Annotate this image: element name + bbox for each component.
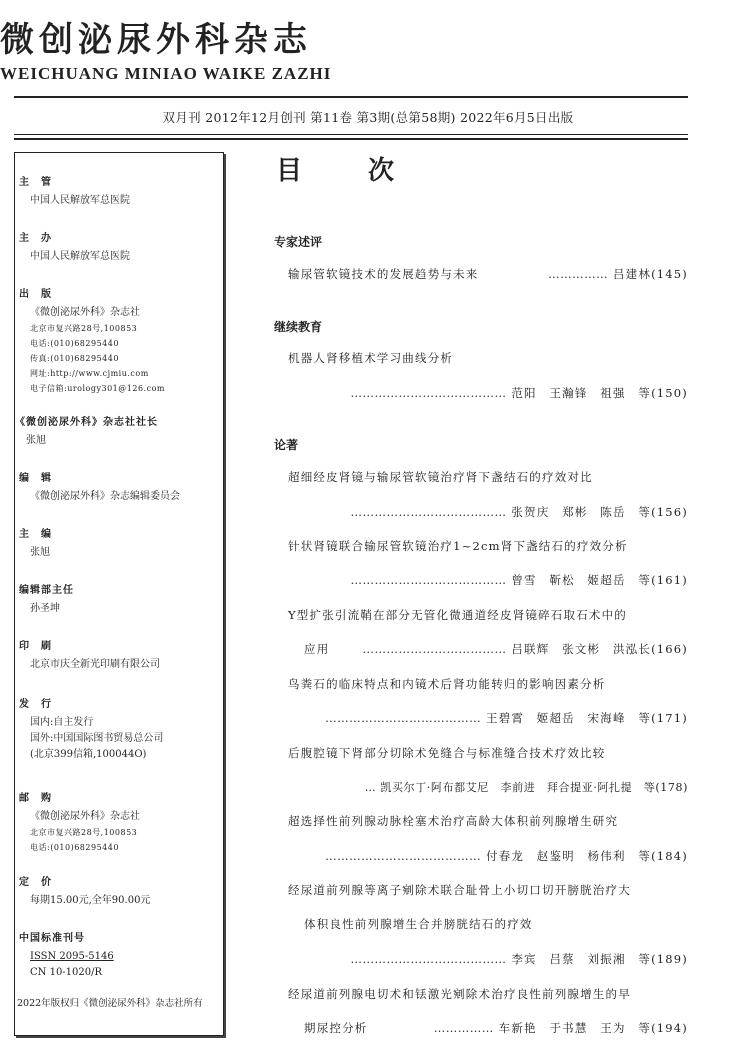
toc-entry-meta[interactable] bbox=[325, 710, 688, 726]
sidebar-heading: 主 办 bbox=[19, 233, 52, 244]
sidebar-line: 网址:http://www.cjmiu.com bbox=[30, 369, 149, 378]
toc-entry-title[interactable]: 超选择性前列腺动脉栓塞术治疗高龄大体积前列腺增生研究 bbox=[288, 814, 619, 828]
toc-authors: 付春龙 赵鉴明 杨伟利 等 bbox=[485, 849, 652, 863]
section-heading: 专家述评 bbox=[274, 235, 323, 249]
sidebar-line: 电话:(010)68295440 bbox=[30, 339, 119, 348]
sidebar-heading: 中国标准刊号 bbox=[19, 933, 85, 944]
toc-entry-title[interactable]: 经尿道前列腺电切术和铥激光剜除术治疗良性前列腺增生的早 bbox=[288, 987, 631, 1001]
sidebar-section-kanhao bbox=[19, 929, 219, 981]
sidebar-section-zhuban bbox=[19, 229, 219, 265]
sidebar-line: 国外:中国国际图书贸易总公司 bbox=[30, 733, 164, 744]
toc-page: (145) bbox=[651, 267, 688, 281]
sidebar-line: 电话:(010)68295440 bbox=[30, 843, 119, 852]
toc-authors: 吕联辉 张文彬 洪泓长 bbox=[511, 642, 652, 656]
sidebar-line: 《微创泌尿外科》杂志编辑委员会 bbox=[30, 491, 180, 502]
sidebar-heading: 邮 购 bbox=[19, 793, 52, 804]
toc-entry-title-cont[interactable]: 应用 bbox=[304, 642, 330, 656]
leader-dots: ……………………………… bbox=[362, 642, 507, 656]
sidebar-section-bianji bbox=[19, 469, 219, 505]
leader-dots: ………………………………… bbox=[350, 952, 507, 966]
divider bbox=[14, 96, 688, 98]
toc-entry-meta[interactable] bbox=[363, 641, 689, 657]
sidebar-line: 北京市复兴路28号,100853 bbox=[30, 324, 138, 333]
sidebar-line: 北京市复兴路28号,100853 bbox=[30, 828, 138, 837]
sidebar-section-bianjibu bbox=[19, 581, 219, 617]
journal-title-en: WEICHUANG MINIAO WAIKE ZAZHI bbox=[0, 64, 332, 83]
sidebar-section-yinshua bbox=[19, 637, 219, 673]
toc-entry-meta[interactable] bbox=[548, 266, 688, 282]
sidebar-line: 中国人民解放军总医院 bbox=[30, 251, 130, 262]
toc-page: (156) bbox=[651, 505, 688, 519]
toc-authors: 王碧霄 姬超岳 宋海峰 等 bbox=[485, 711, 652, 725]
sidebar-line: 传真:(010)68295440 bbox=[30, 354, 119, 363]
sidebar-line: 孙圣坤 bbox=[30, 603, 60, 614]
sidebar-section-dingjia bbox=[19, 873, 219, 909]
sidebar-heading: 定 价 bbox=[19, 877, 52, 888]
toc-entry-meta[interactable] bbox=[351, 951, 689, 967]
toc-page: (189) bbox=[651, 952, 688, 966]
toc-page: (166) bbox=[651, 642, 688, 656]
section-heading: 论著 bbox=[274, 438, 299, 452]
toc-page: (194) bbox=[651, 1021, 688, 1035]
sidebar-heading: 主 编 bbox=[19, 529, 52, 540]
toc-authors: 吕建林 bbox=[612, 267, 652, 281]
sidebar-section-zhuguan bbox=[19, 173, 219, 209]
cn-number: CN 10-1020/R bbox=[30, 967, 103, 978]
sidebar-heading: 编辑部主任 bbox=[19, 585, 74, 596]
sidebar-line: 每期15.00元,全年90.00元 bbox=[30, 895, 151, 906]
journal-title-cn: 微创泌尿外科杂志 bbox=[0, 20, 312, 60]
leader-dots: ………………………………… bbox=[325, 711, 482, 725]
toc-authors: 范阳 王瀚锋 祖强 等 bbox=[511, 386, 652, 400]
toc-authors: 车新艳 于书慧 王为 等 bbox=[498, 1021, 652, 1035]
toc-entry-meta[interactable] bbox=[351, 504, 689, 520]
copyright-notice: 2022年版权归《微创泌尿外科》杂志社所有 bbox=[17, 998, 203, 1009]
leader-dots: …………… bbox=[433, 1021, 494, 1035]
sidebar-line: 北京市庆全新光印刷有限公司 bbox=[30, 659, 160, 670]
toc-entry-title[interactable]: 后腹腔镜下肾部分切除术免缝合与标准缝合技术疗效比较 bbox=[288, 746, 606, 760]
toc-entry-meta[interactable] bbox=[325, 848, 688, 864]
masthead-sidebar bbox=[14, 152, 224, 1036]
sidebar-heading: 发 行 bbox=[19, 699, 52, 710]
divider bbox=[14, 134, 688, 135]
toc-entry-title[interactable]: 机器人肾移植术学习曲线分析 bbox=[288, 351, 454, 365]
toc-entry-meta[interactable] bbox=[365, 779, 688, 795]
sidebar-section-chuban bbox=[19, 285, 219, 396]
toc-page: (161) bbox=[651, 573, 688, 587]
toc-entry-title[interactable]: 输尿管软镜技术的发展趋势与未来 bbox=[288, 267, 479, 281]
toc-page: (171) bbox=[651, 711, 688, 725]
toc-page: (150) bbox=[651, 386, 688, 400]
sidebar-heading: 出 版 bbox=[19, 289, 52, 300]
toc-entry-title-cont[interactable]: 期尿控分析 bbox=[304, 1021, 368, 1035]
toc-authors: 曾雪 靳松 姬超岳 等 bbox=[511, 573, 652, 587]
sidebar-line: 张旭 bbox=[30, 547, 50, 558]
toc-entry-title-cont[interactable]: 体积良性前列腺增生合并膀胱结石的疗效 bbox=[304, 917, 533, 931]
sidebar-section-yougou bbox=[19, 789, 219, 855]
toc-title: 目 次 bbox=[276, 156, 415, 186]
leader-dots: ………………………………… bbox=[325, 849, 482, 863]
divider bbox=[14, 138, 688, 140]
toc-entry-title[interactable]: Y型扩张引流鞘在部分无管化微通道经皮肾镜碎石取石术中的 bbox=[288, 608, 627, 622]
toc-entry-meta[interactable] bbox=[351, 572, 689, 588]
sidebar-heading: 印 刷 bbox=[19, 641, 52, 652]
toc-page: (184) bbox=[651, 849, 688, 863]
sidebar-line: 中国人民解放军总医院 bbox=[30, 195, 130, 206]
toc-entry-meta[interactable] bbox=[434, 1020, 688, 1036]
section-heading: 继续教育 bbox=[274, 320, 323, 334]
leader-dots: ………………………………… bbox=[350, 573, 507, 587]
sidebar-heading: 主 管 bbox=[19, 177, 52, 188]
toc-authors: 张贺庆 郑彬 陈岳 等 bbox=[511, 505, 652, 519]
leader-dots: … bbox=[364, 781, 377, 794]
toc-entry-title[interactable]: 针状肾镜联合输尿管软镜治疗1~2cm肾下盏结石的疗效分析 bbox=[288, 539, 628, 553]
publication-info: 双月刊 2012年12月创刊 第11卷 第3期(总第58期) 2022年6月5日出版 bbox=[162, 110, 574, 125]
sidebar-line: 《微创泌尿外科》杂志社 bbox=[30, 811, 140, 822]
leader-dots: ………………………………… bbox=[350, 386, 507, 400]
leader-dots: ………………………………… bbox=[350, 505, 507, 519]
sidebar-line: (北京399信箱,100044O) bbox=[30, 749, 147, 760]
sidebar-section-shezhang bbox=[15, 413, 219, 449]
toc-entry-meta[interactable] bbox=[351, 385, 689, 401]
leader-dots: …………… bbox=[548, 267, 609, 281]
sidebar-section-zhubian bbox=[19, 525, 219, 561]
sidebar-line: 张旭 bbox=[26, 435, 46, 446]
toc-entry-title[interactable]: 鸟粪石的临床特点和内镜术后肾功能转归的影响因素分析 bbox=[288, 677, 606, 691]
toc-authors: 李宾 吕蔡 刘振湘 等 bbox=[511, 952, 652, 966]
toc-authors: 凯买尔丁·阿布都艾尼 李前进 拜合提亚·阿扎提 等 bbox=[380, 781, 656, 794]
sidebar-line: 《微创泌尿外科》杂志社 bbox=[30, 307, 140, 318]
sidebar-heading: 编 辑 bbox=[19, 473, 52, 484]
sidebar-heading: 《微创泌尿外科》杂志社社长 bbox=[15, 417, 158, 428]
toc-page: (178) bbox=[655, 781, 688, 794]
sidebar-line: 国内:自主发行 bbox=[30, 717, 94, 728]
toc-entry-title[interactable]: 经尿道前列腺等离子剜除术联合耻骨上小切口切开膀胱治疗大 bbox=[288, 883, 631, 897]
sidebar-line: 电子信箱:urology301@126.com bbox=[30, 384, 165, 393]
toc-entry-title[interactable]: 超细经皮肾镜与输尿管软镜治疗肾下盏结石的疗效对比 bbox=[288, 470, 593, 484]
issn-number: ISSN 2095-5146 bbox=[30, 951, 114, 962]
sidebar-section-faxing bbox=[19, 695, 219, 763]
